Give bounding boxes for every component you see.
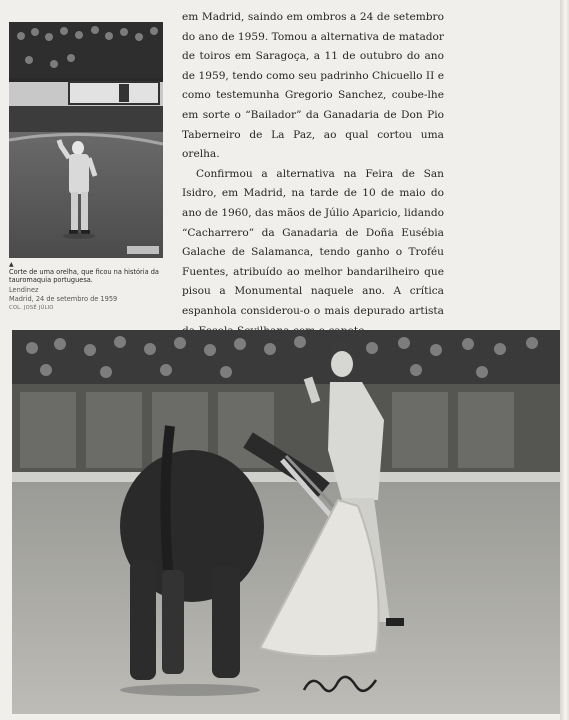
matador-saluting-photo-icon	[9, 22, 163, 258]
article-text	[182, 8, 444, 341]
next-page-edge	[560, 0, 569, 720]
photo-caption	[9, 262, 174, 312]
article-paragraph-1: em Madrid, saindo em ombros a 24 de setembro do ano de 1959. Tomou a alternativa de matador de toiros em Saragoça, a 11 de outubro do ano de 1959, tendo como seu padrinho Chicuello II e como testemunha Gregorio Sanchez, coube-lhe em sorte o “Bailador” da Ganadaria de Don Pio Taberneiro de La Paz, ao qual cortou uma orelha.	[182, 11, 444, 161]
caption-photographer: Lendinez	[9, 285, 39, 294]
main-photo	[12, 330, 560, 714]
matador-with-bull-photo-icon	[12, 330, 560, 714]
caption-marker-icon: ▲	[9, 261, 14, 268]
caption-credit: COL. JOSÉ JÚLIO	[9, 304, 54, 311]
caption-text: Corte de uma orelha, que ficou na história da tauromaquia portuguesa.	[9, 268, 159, 285]
caption-place-date: Madrid, 24 de setembro de 1959	[9, 295, 118, 304]
article-paragraph-2: Confirmou a alternativa na Feira de San Isidro, em Madrid, na tarde de 10 de maio do ano de 1960, das mãos de Júlio Aparicio, lidando “Cacharrero” da Ganadaria de Doña Eusébia Galache de Salamanca, tendo ganho o Troféu Fuentes, atribuído ao melhor bandarilheiro que pisou a Monumental naquele ano. A crítica espanhola considerou-o o mais depurado artista	[182, 167, 444, 317]
top-photo	[9, 22, 163, 258]
